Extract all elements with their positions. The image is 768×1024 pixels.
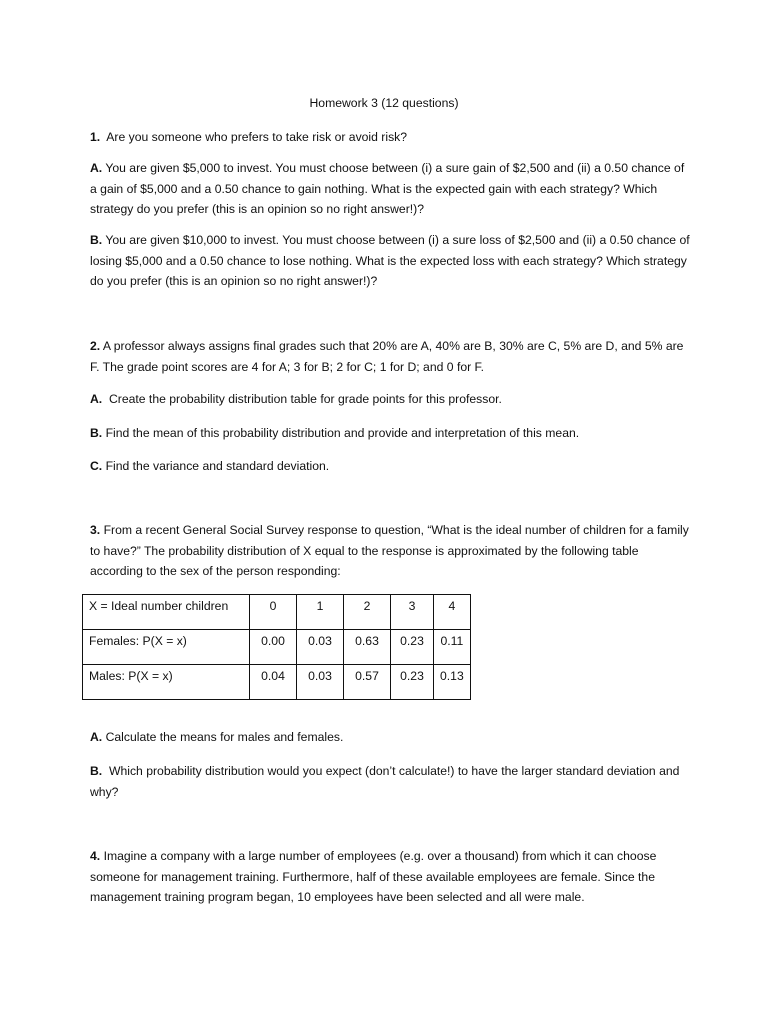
table-header-cell: 4 bbox=[434, 595, 471, 630]
question-2-part-c bbox=[90, 456, 690, 477]
question-number: 3. bbox=[90, 523, 101, 537]
page-title: Homework 3 (12 questions) bbox=[309, 96, 459, 110]
question-3-part-b bbox=[90, 761, 690, 802]
part-text: Calculate the means for males and females. bbox=[105, 730, 344, 744]
table-row bbox=[83, 630, 471, 665]
question-text: Are you someone who prefers to take risk or avoid risk? bbox=[106, 130, 408, 144]
part-text: Create the probability distribution table for grade points for this professor. bbox=[108, 392, 502, 406]
question-4 bbox=[90, 846, 690, 908]
question-number: 4. bbox=[90, 849, 101, 863]
question-2-part-a bbox=[90, 389, 690, 410]
question-number: 1. bbox=[90, 130, 101, 144]
table-header-cell: 3 bbox=[391, 595, 434, 630]
question-1-part-b bbox=[90, 230, 690, 292]
question-number: 2. bbox=[90, 339, 101, 353]
question-2 bbox=[90, 336, 690, 377]
question-text: Imagine a company with a large number of employees (e.g. over a thousand) from which it can choose someone for management training. Furthermore, half of these available employees are female. Since the management training program began, 10 employees have been selected and all were male. bbox=[90, 849, 657, 904]
table-cell: 0.57 bbox=[344, 665, 391, 700]
part-text: Find the variance and standard deviation. bbox=[105, 459, 330, 473]
part-label: A. bbox=[90, 392, 103, 406]
probability-table bbox=[82, 594, 471, 700]
part-label: B. bbox=[90, 426, 103, 440]
table-header-cell: 2 bbox=[344, 595, 391, 630]
part-label: A. bbox=[90, 730, 103, 744]
row-label: Females: P(X = x) bbox=[83, 630, 250, 665]
part-text: Which probability distribution would you expect (don’t calculate!) to have the larger standard deviation and why? bbox=[90, 764, 680, 799]
table-cell: 0.03 bbox=[297, 630, 344, 665]
question-3 bbox=[90, 520, 690, 582]
table-cell: 0.04 bbox=[250, 665, 297, 700]
table-cell: 0.11 bbox=[434, 630, 471, 665]
question-3-part-a bbox=[90, 727, 690, 748]
question-2-part-b bbox=[90, 423, 690, 444]
table-cell: 0.23 bbox=[391, 665, 434, 700]
part-text: You are given $10,000 to invest. You must choose between (i) a sure loss of $2,500 and (ii) a 0.50 chance of losing $5,000 and a 0.50 chance to lose nothing. What is the expected loss with each strategy? Which strategy do you prefer (this is an opinion so no right answer!)? bbox=[90, 233, 690, 288]
table-cell: 0.23 bbox=[391, 630, 434, 665]
question-text: From a recent General Social Survey response to question, “What is the ideal number of children for a family to have?” The probability distribution of X equal to the response is approximated by the following table according to the sex of the person responding: bbox=[90, 523, 689, 578]
table-row bbox=[83, 665, 471, 700]
part-label: A. bbox=[90, 161, 103, 175]
row-label: Males: P(X = x) bbox=[83, 665, 250, 700]
question-1-part-a bbox=[90, 158, 690, 220]
part-label: B. bbox=[90, 233, 103, 247]
table-cell: 0.03 bbox=[297, 665, 344, 700]
part-label: C. bbox=[90, 459, 103, 473]
table-cell: 0.13 bbox=[434, 665, 471, 700]
part-label: B. bbox=[90, 764, 103, 778]
table-cell: 0.00 bbox=[250, 630, 297, 665]
table-header-row bbox=[83, 595, 471, 630]
table-header-label: X = Ideal number children bbox=[83, 595, 250, 630]
table-header-cell: 0 bbox=[250, 595, 297, 630]
part-text: You are given $5,000 to invest. You must choose between (i) a sure gain of $2,500 and (ii) a 0.50 chance of a gain of $5,000 and a 0.50 chance to gain nothing. What is the expected gain with each strategy? Which strategy do you prefer (this is an opinion so no right answer!)? bbox=[90, 161, 685, 216]
question-text: A professor always assigns final grades such that 20% are A, 40% are B, 30% are C, 5% are D, and 5% are F. The grade point scores are 4 for A; 3 for B; 2 for C; 1 for D; and 0 for F. bbox=[90, 339, 684, 374]
question-1 bbox=[90, 127, 690, 148]
table-cell: 0.63 bbox=[344, 630, 391, 665]
part-text: Find the mean of this probability distribution and provide and interpretation of this mean. bbox=[105, 426, 580, 440]
table-header-cell: 1 bbox=[297, 595, 344, 630]
